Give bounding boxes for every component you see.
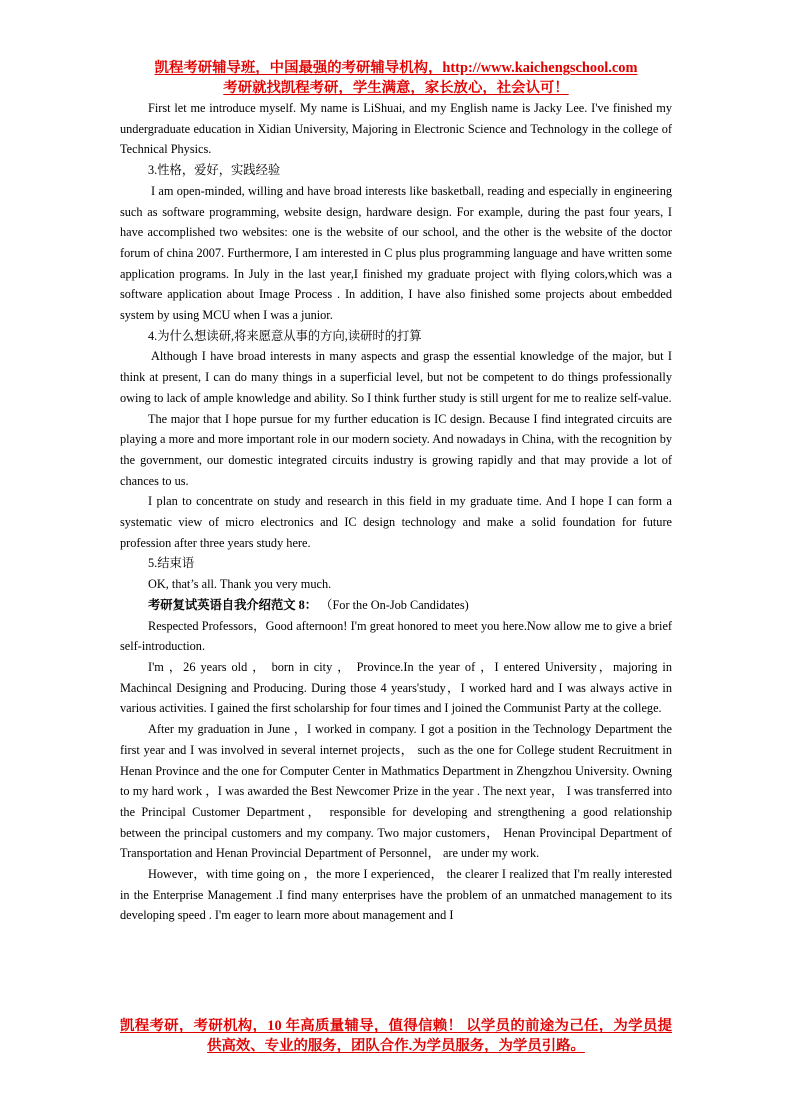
paragraph-plan: I plan to concentrate on study and research in this field in my graduate time. And I hope I can form a systematic view of micro electronics and IC design technology and make a solid foundation for future profession after three years study here. — [120, 494, 672, 550]
sample-heading-title: 考研复试英语自我介绍范文 8： — [148, 597, 318, 612]
section-heading-5: 5.结束语 — [148, 556, 195, 571]
document-body — [120, 58, 672, 926]
paragraph-intro: First let me introduce myself. My name is LiShuai, and my English name is Jacky Lee. I've finished my undergraduate education in Xidian University, Majoring in Electronic Science and Technology in the college of Technical Physics. — [120, 101, 672, 157]
footer-banner-text: 凯程考研，考研机构，10 年高质量辅导，值得信赖！ 以学员的前途为己任，为学员提供高效、专业的服务，团队合作.为学员服务，为学员引路。 — [120, 1018, 672, 1054]
section-heading-3: 3.性格，爱好，实践经验 — [148, 163, 281, 178]
sample-heading-subtitle: （For the On-Job Candidates) — [320, 597, 469, 612]
header-banner-line1[interactable]: 凯程考研辅导班，中国最强的考研辅导机构，http://www.kaichengschool.com — [154, 60, 638, 76]
header-banner-line2: 考研就找凯程考研，学生满意，家长放心，社会认可！ — [223, 80, 569, 96]
paragraph-greeting: Respected Professors，Good afternoon! I'm great honored to meet you here.Now allow me to give a brief self-introduction. — [120, 618, 672, 654]
paragraph-education: I'm ，26 years old ， born in city ， Province.In the year of ，I entered University，majoring in Machincal Designing and Producing. During those 4 years'study，I worked hard and I was always active in various activities. I gained the first scholarship for four times and I joined the Communist Party at the college. — [120, 659, 672, 716]
sample-heading-8 — [120, 595, 672, 616]
section-heading-4: 4.为什么想读研,将来愿意从事的方向,读研时的打算 — [148, 328, 422, 343]
paragraph-work: After my graduation in June ，I worked in company. I got a position in the Technology Department the first year and I was involved in several internet projects， such as the one for College student Recruitment in Henan Province and the one for Computer Center in Mathmatics Department in Zhengzhou University. Owning to my hard work ，I was awarded the Best Newcomer Prize in the year . The next year， I was transferred into the Principal Customer Department， responsible for developing and strengthening a good relationship between the principal customers and my company. Two major customers， Henan Provincipal Department of Transportation and Henan Provincial Department of Personnel， are under my work. — [120, 722, 672, 861]
paragraph-reason: Although I have broad interests in many aspects and grasp the essential knowledge of the major, but I think at present, I can do many things in a superficial level, but not be competent to do things professionally owing to lack of ample knowledge and ability. So I think further study is still urgent for me to realize self-value. — [120, 349, 672, 405]
paragraph-interests: I am open-minded, willing and have broad interests like basketball, reading and especially in engineering such as software programming, website design, hardware design. For example, during the past four years, I have accomplished two websites: one is the website of our school, and the other is the website of the doctor forum of china 2007. Furthermore, I am interested in C plus plus programming language and have written some application programs. In July in the last year,I finished my graduate project with flying colors,which was a software application about Image Process . In addition, I have also finished some projects about embedded system by using MCU when I was a junior. — [120, 183, 672, 323]
paragraph-management: However，with time going on ，the more I experienced， the clearer I realized that I'm really interested in the Enterprise Management .I find many enterprises have the problem of an unmatched management to its developing speed . I'm eager to learn more about management and I — [120, 867, 672, 923]
paragraph-major: The major that I hope pursue for my further education is IC design. Because I find integrated circuits are playing a more and more important role in our modern society. And nowadays in China, with the recognition by the government, our domestic integrated circuits industry is growing rapidly and that may provide a lot of chances to us. — [120, 411, 672, 488]
paragraph-closing: OK, that’s all. Thank you very much. — [148, 577, 332, 592]
footer-banner — [120, 1016, 672, 1056]
